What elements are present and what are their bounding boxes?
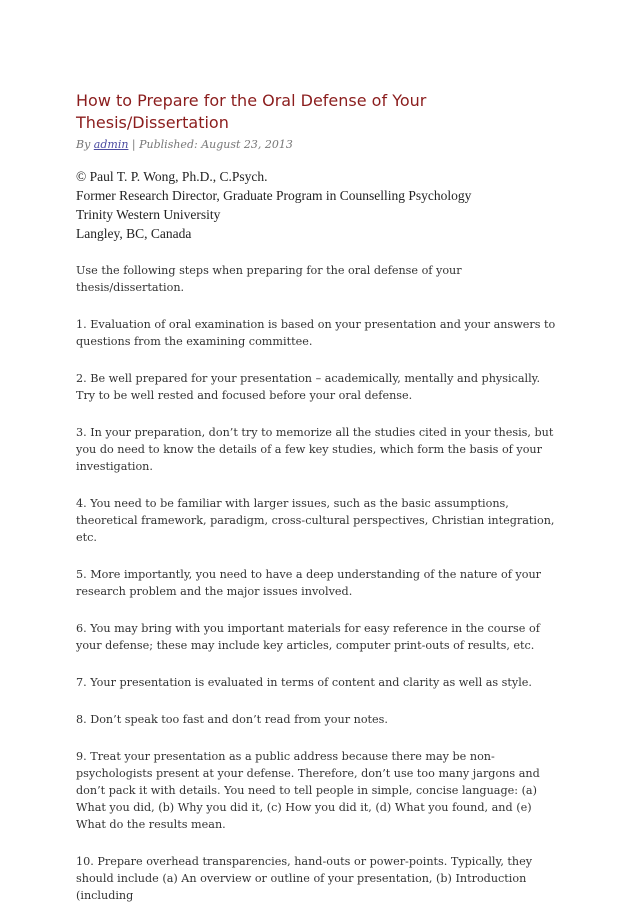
step-3: 3. In your preparation, don’t try to memorize all the studies cited in your thesis, but you do need to know the details of a few key studies, which form the basis of your investigation.: [76, 426, 554, 473]
author-link[interactable]: admin: [93, 138, 129, 151]
step-7: 7. Your presentation is evaluated in terms of content and clarity as well as style.: [76, 676, 532, 689]
byline-separator: | Published:: [128, 138, 202, 151]
published-date: August 23, 2013: [201, 138, 293, 151]
step-9: 9. Treat your presentation as a public address because there may be non-psychologists present at your defense. Therefore, don’t use too many jargons and don’t pack it with details. You need to tell people in simple, concise language: (a) What you did, (b) Why you did it, (c) How you did it, (d) What you found, and (e) What do the results mean.: [76, 750, 540, 831]
author-info: [76, 167, 638, 243]
step-4: 4. You need to be familiar with larger issues, such as the basic assumptions, theoretical framework, paradigm, cross-cultural perspectives, Christian integration, etc.: [76, 497, 555, 544]
step-1: 1. Evaluation of oral examination is based on your presentation and your answers to questions from the examining committee.: [76, 318, 556, 348]
article-byline: [76, 137, 638, 152]
university-line: Trinity Western University: [76, 207, 221, 222]
article-title: How to Prepare for the Oral Defense of Your Thesis/Dissertation: [76, 91, 427, 132]
step-8: 8. Don’t speak too fast and don’t read from your notes.: [76, 713, 388, 726]
location-line: Langley, BC, Canada: [76, 226, 192, 241]
step-2: 2. Be well prepared for your presentation – academically, mentally and physically. Try to be well rested and focused before your oral defense.: [76, 372, 541, 402]
copyright-line: © Paul T. P. Wong, Ph.D., C.Psych.: [76, 169, 268, 184]
step-5: 5. More importantly, you need to have a deep understanding of the nature of your research problem and the major issues involved.: [76, 568, 542, 598]
step-6: 6. You may bring with you important materials for easy reference in the course of your defense; these may include key articles, computer print-outs of results, etc.: [76, 622, 540, 652]
position-line: Former Research Director, Graduate Program in Counselling Psychology: [76, 188, 472, 203]
intro-paragraph: Use the following steps when preparing for the oral defense of your thesis/dissertation.: [76, 264, 462, 294]
byline-prefix: By: [76, 138, 94, 151]
step-10: 10. Prepare overhead transparencies, hand-outs or power-points. Typically, they should include (a) An overview or outline of your presentation, (b) Introduction (including: [76, 855, 533, 902]
